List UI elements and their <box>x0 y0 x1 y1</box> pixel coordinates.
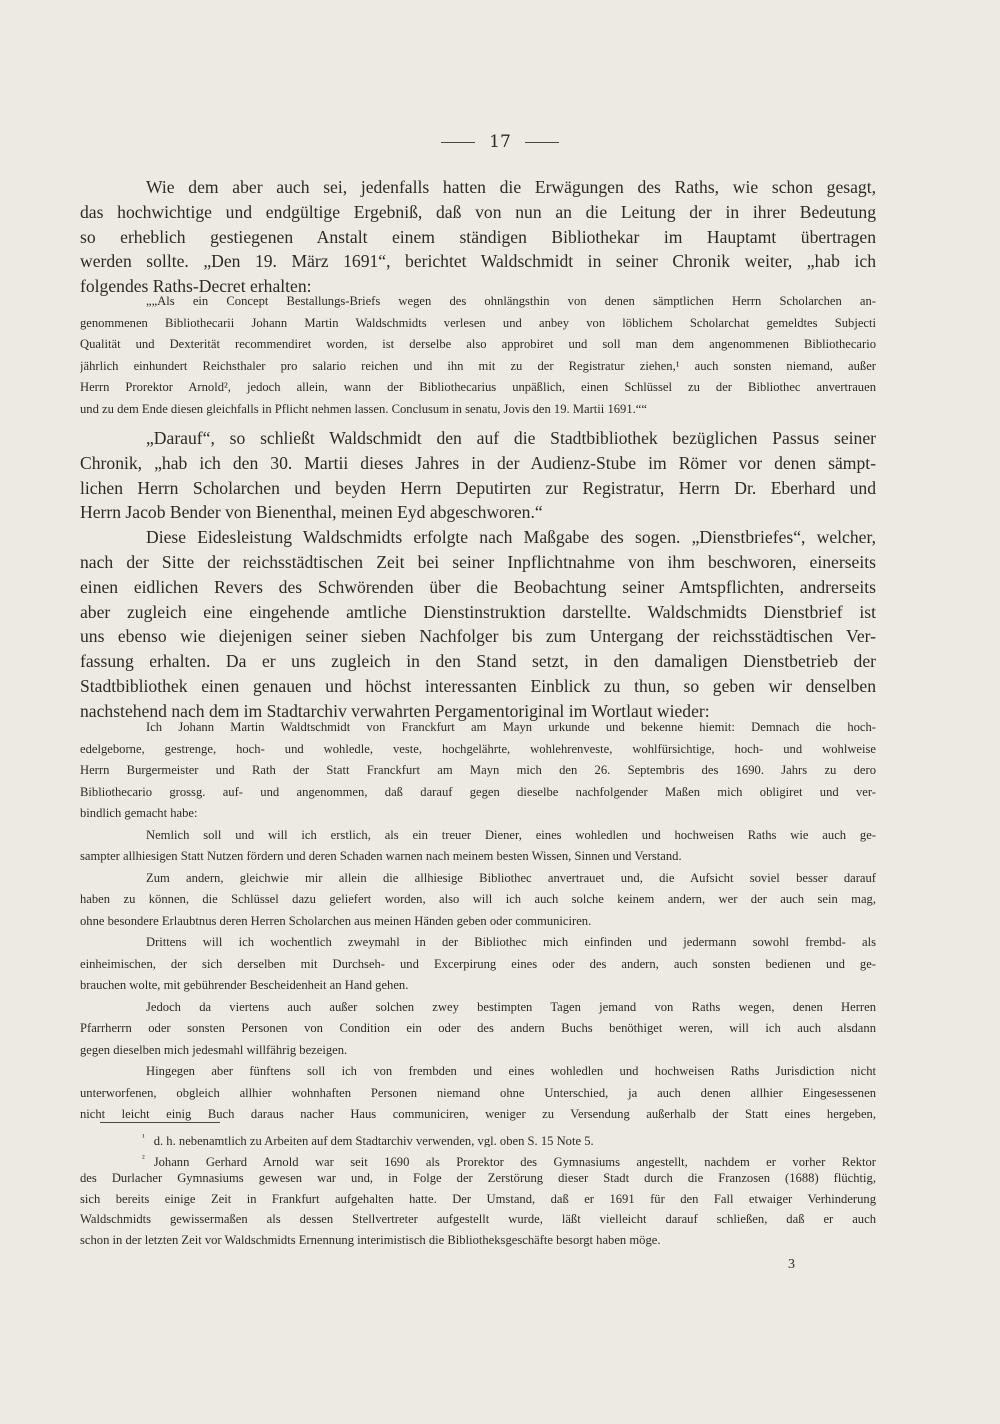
decree-line: und zu dem Ende diesen gleichfalls in Pflicht nehmen lassen. Conclusum in senatu, Jovis den 19. Martii 1691.““ <box>80 401 647 416</box>
page-number: 17 <box>489 132 511 152</box>
oath-line: ohne besondere Erlaubtnus deren Herren Scholarchen aus meinen Händen geben oder communiciren. <box>80 913 592 928</box>
decree-line: „„Als ein Concept Bestallungs-Briefs wegen des ohnlängsthin von denen sämptlichen Herrn Scholarchen an- <box>146 294 876 308</box>
body-line: so erheblich gestiegenen Anstalt einem ständigen Bibliothekar im Hauptamt übertragen <box>80 226 876 247</box>
body-line: folgendes Raths-Decret erhalten: <box>80 276 312 297</box>
body-line: werden sollte. „Den 19. März 1691“, berichtet Waldschmidt in seiner Chronik weiter, „hab ich <box>80 251 876 272</box>
footnote-line: des Durlacher Gymnasiums gewesen war und, in Folge der Zerstörung dieser Stadt durch die Franzosen (1688) flüchtig, <box>80 1171 876 1185</box>
body-line: Stadtbibliothek einen genauen und höchst interessanten Einblick zu thun, so geben wir denselben <box>80 675 876 696</box>
oath-line: edelgeborne, gestrenge, hoch- und wohledle, veste, hochgelährte, wohlehrenveste, wohlfürsichtige, hoch- und wohlweise <box>80 741 876 756</box>
body-line-text: das hochwichtige und endgültige Ergebniß, daß von nun an die Leitung der in ihrer Bedeutung <box>80 201 876 222</box>
footnote-line: schon in der letzten Zeit vor Waldschmidts Ernennung interimistisch die Bibliotheksgeschäfte besorgt haben möge. <box>80 1232 661 1247</box>
oath-line: haben zu können, die Schlüssel dazu geliefert worden, also will ich auch solche keinem andern, wer der auch sein mag, <box>80 892 876 906</box>
footnote-1 <box>80 1128 876 1147</box>
oath-line: sampter allhiesigen Statt Nutzen fördern und deren Schaden warnen nach meinem besten Wissen, Sinnen und Verstand. <box>80 849 682 863</box>
footnote-text: Johann Gerhard Arnold war seit 1690 als Prorektor des Gymnasiums angestellt, nachdem er vorher Rektor <box>153 1154 876 1168</box>
footnote-rule <box>100 1122 220 1123</box>
oath-line: Zum andern, gleichwie mir allein die allhiesige Bibliothec anvertrauet und, die Aufsicht soviel besser darauf <box>146 870 876 885</box>
signature-mark: 3 <box>788 1257 795 1272</box>
intro-paragraph <box>80 176 876 300</box>
page-header <box>0 132 1000 152</box>
body-line: uns ebenso wie diejenigen seiner sieben Nachfolger bis zum Untergang der reichsstädtischen Ver- <box>80 626 876 647</box>
oath-line: Pfarrherrn oder sonsten Personen von Condition ein oder des andern Buchs benöthiget weren, will ich auch alsdann <box>80 1021 876 1035</box>
oath-line: nicht leicht einig Buch daraus nacher Haus communiciren, weniger zu Versendung außerhalb der Statt eines hergeben, <box>80 1107 876 1121</box>
body-line: Diese Eidesleistung Waldschmidts erfolgte nach Maßgabe des sogen. „Dienstbriefes“, welcher, <box>146 527 876 548</box>
oath-line: unterworfenen, obgleich allhier wohnhaften Personen niemand ohne Unterschied, ja auch denen allhier Eingesessenen <box>80 1085 876 1100</box>
decree-line: Herrn Prorektor Arnold², jedoch allein, wann der Bibliothecarius unpäßlich, einen Schlüssel zu der Bibliothec anvertrauen <box>80 380 876 394</box>
body-line: Wie dem aber auch sei, jedenfalls hatten die Erwägungen des Raths, wie schon gesagt, <box>146 177 876 197</box>
footnote-marker: ² <box>142 1152 145 1163</box>
body-line: Chronik, „hab ich den 30. Martii dieses Jahres in der Audienz-Stube im Römer vor denen sämpt- <box>80 452 876 473</box>
oath-line: Herrn Burgermeister und Rath der Statt Franckfurt am Mayn mich den 26. Septembris des 1690. Jahrs zu dero <box>80 763 876 777</box>
decree-line: jährlich einhundert Reichsthaler pro salario reichen und ihn mit zu der Registratur ziehen,¹ auch sonsten niemand, außer <box>80 358 876 373</box>
oath-line: einheimischen, der sich derselben mit Durchseh- und Excerpirung eines oder des andern, auch sonsten bedienen und ge- <box>80 956 876 971</box>
oath-line: brauchen wolte, mit gebührender Bescheidenheit an Hand gehen. <box>80 978 409 992</box>
service-oath-text <box>80 718 876 1127</box>
oath-line: Ich Johann Martin Waldtschmidt von Franckfurt am Mayn urkunde und bekenne hiemit: Demnach die hoch- <box>146 720 876 734</box>
oath-line: Bibliothecario grossg. auf- und angenommen, daß darauf gegen dieselbe nachfolgender Maßen mich obligiret und ver- <box>80 784 876 799</box>
footnotes <box>80 1128 876 1251</box>
oath-line: bindlich gemacht habe: <box>80 806 198 820</box>
footnote-text: d. h. nebenamtlich zu Arbeiten auf dem Stadtarchiv verwenden, vgl. oben S. 15 Note 5. <box>153 1134 594 1147</box>
footnote-2 <box>80 1149 876 1168</box>
oath-line: Hingegen aber fünftens soll ich von frembden und eines wohledlen und hochweisen Raths Jurisdiction nicht <box>146 1064 876 1078</box>
oath-line: Jedoch da viertens auch außer solchen zwey bestimpten Tagen jemand von Raths wegen, denen Herren <box>146 999 876 1014</box>
body-line: einen eidlichen Revers des Schwörenden über die Beobachtung seiner Amtspflichten, andrerseits <box>80 576 876 597</box>
body-line: aber zugleich eine eingehende amtliche Dienstinstruktion darstellte. Waldschmidts Dienstbrief ist <box>80 601 876 622</box>
council-decree-quote <box>80 292 876 421</box>
footnote-line: Waldschmidts gewissermaßen als dessen Stellvertreter aufgestellt wurde, läßt vielleicht darauf schließen, daß er auch <box>80 1212 876 1226</box>
body-line <box>80 201 876 224</box>
header-dash-right <box>525 142 559 143</box>
oath-line: gegen dieselben mich jedesmahl willfährig bezeigen. <box>80 1042 348 1057</box>
header-dash-left <box>441 142 475 143</box>
footnote-line: sich bereits einige Zeit in Frankfurt aufgehalten hatte. Der Umstand, daß er 1691 für den Fall etwaiger Verhinderung <box>80 1191 876 1206</box>
body-line: fassung erhalten. Da er uns zugleich in den Stand setzt, in den damaligen Dienstbetrieb der <box>80 651 876 672</box>
body-line: „Darauf“, so schließt Waldschmidt den auf die Stadtbibliothek bezüglichen Passus seiner <box>146 428 876 448</box>
body-line: nach der Sitte der reichsstädtischen Zeit bei seiner Inpflichtnahme von ihm beschworen, einerseits <box>80 551 876 572</box>
footnote-marker: ¹ <box>142 1132 145 1142</box>
decree-line: Qualität und Dexterität recommendiret worden, ist derselbe also approbiret und soll man dem angenommenen Bibliothecario <box>80 337 876 351</box>
decree-line: genommenen Bibliothecarii Johann Martin Waldschmidts verlesen und anbey von löblichem Scholarchat gemeldtes Subjecti <box>80 315 876 330</box>
oath-line: Nemlich soll und will ich erstlich, als ein treuer Diener, eines wohledlen und hochweisen Raths wie auch ge- <box>146 827 876 842</box>
body-line: Herrn Jacob Bender von Bienenthal, meinen Eyd abgeschworen.“ <box>80 502 543 523</box>
oath-line: Drittens will ich wochentlich zweymahl in der Bibliothec mich einfinden und jedermann sowohl frembd- als <box>146 935 876 949</box>
body-line: lichen Herrn Scholarchen und beyden Herrn Deputirten zur Registratur, Herrn Dr. Eberhard und <box>80 477 876 498</box>
body-line: nachstehend nach dem im Stadtarchiv verwahrten Pergamentoriginal im Wortlaut wieder: <box>80 700 710 721</box>
middle-paragraphs <box>80 427 876 725</box>
